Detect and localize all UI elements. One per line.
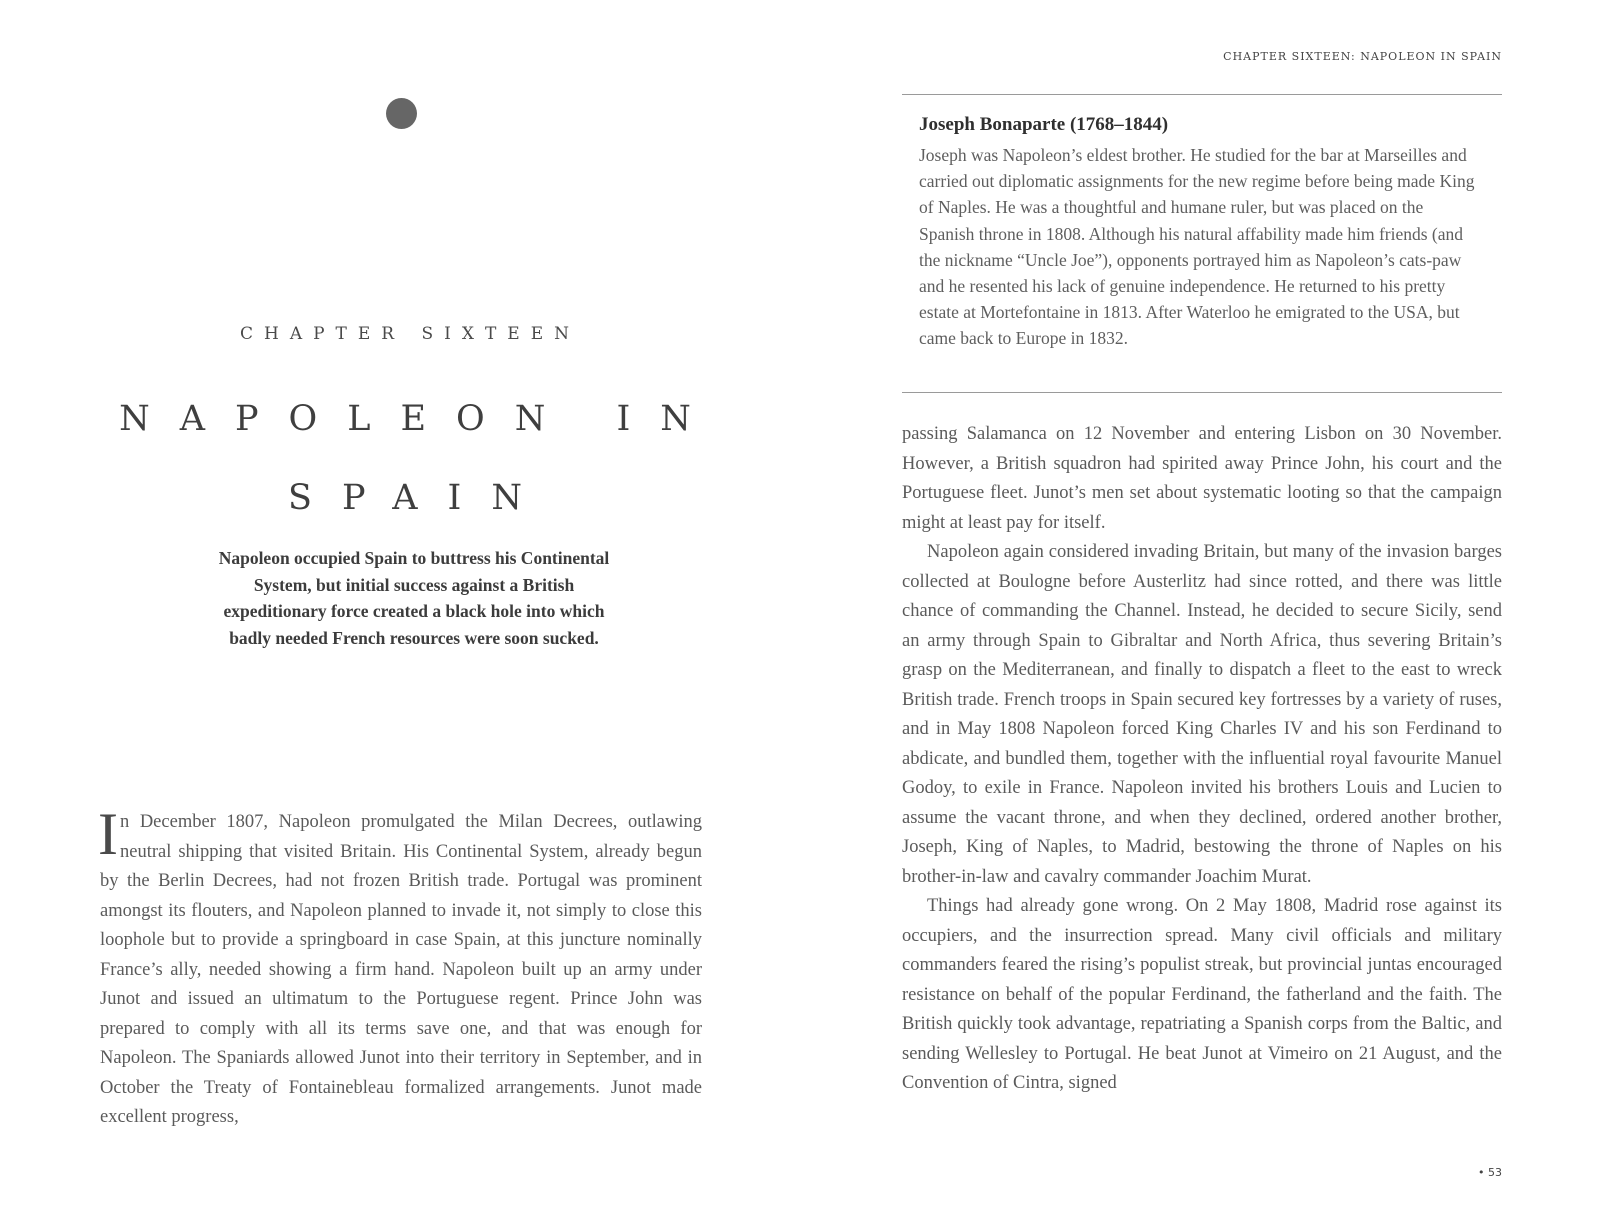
paragraph: Napoleon again considered invading Britain, but many of the invasion barges collected at Boulogne before Austerlitz had since rotted, and there was little chance of commanding the Channel. Instead, he decided to secure Sicily, send an army through Spain to Gibraltar and North Africa, thus severing Britain’s grasp on the Mediterranean, and finally to dispatch a fleet to the east to wreck British trade. French troops in Spain secured key fortresses by a variety of ruses, and in May 1808 Napoleon forced King Charles IV and his son Ferdinand to abdicate, and bundled them, together with the influential royal favourite Manuel Godoy, to exile in France. Napoleon invited his brothers Louis and Lucien to assume the vacant throne, and when they declined, ordered another brother, Joseph, King of Naples, to Madrid, bestowing the throne of Naples on his brother-in-law and cavalry commander Joachim Murat.: [902, 542, 1502, 887]
drop-cap: I: [98, 801, 118, 867]
chapter-title: [60, 380, 780, 538]
chapter-intro: Napoleon occupied Spain to buttress his Continental System, but initial success against a British expeditionary force created a black hole into which badly needed French resources were soon sucked.: [218, 548, 610, 648]
body-text-right: [902, 420, 1502, 1099]
chapter-title-line-1: NAPOLEON IN: [119, 399, 721, 439]
chapter-title-line-2: SPAIN: [287, 478, 553, 518]
body-text-left-content: n December 1807, Napoleon promulgated the Milan Decrees, outlawing neutral shipping that visited Britain. His Continental System, already begun by the Berlin Decrees, had not frozen British trade. Portugal was prominent amongst its flouters, and Napoleon planned to invade it, not simply to close this loophole but to provide a springboard in case Spain, at this juncture nominally France’s ally, needed showing a firm hand. Napoleon built up an army under Junot and issued an ultimatum to the Portuguese regent. Prince John was prepared to comply with all its terms save one, and that was enough for Napoleon. The Spaniards allowed Junot into their territory in September, and in October the Treaty of Fontainebleau formalized arrangements. Junot made excellent progress,: [100, 812, 702, 1127]
running-head: CHAPTER SIXTEEN: NAPOLEON IN SPAIN: [1223, 50, 1502, 63]
chapter-bullet-dot: [386, 98, 417, 129]
paragraph: passing Salamanca on 12 November and entering Lisbon on 30 November. However, a British squadron had spirited away Prince John, his court and the Portuguese fleet. Junot’s men set about systematic looting so that the campaign might at least pay for itself.: [902, 424, 1502, 533]
page-number: • 53: [1478, 1166, 1502, 1179]
sidebar-title: Joseph Bonaparte (1768–1844): [919, 114, 1169, 135]
chapter-label: CHAPTER SIXTEEN: [240, 324, 580, 344]
paragraph: Things had already gone wrong. On 2 May 1808, Madrid rose against its occupiers, and the insurrection spread. Many civil officials and military commanders feared the rising’s populist streak, but provincial juntas encouraged resistance on behalf of the popular Ferdinand, the fatherland and the faith. The British quickly took advantage, repatriating a Spanish corps from the Baltic, and sending Wellesley to Portugal. He beat Junot at Vimeiro on 21 August, and the Convention of Cintra, signed: [902, 896, 1502, 1093]
sidebar-box: [902, 94, 1502, 393]
sidebar-text: Joseph was Napoleon’s eldest brother. He studied for the bar at Marseilles and carried out diplomatic assignments for the new regime before being made King of Naples. He was a thoughtful and humane ruler, but was placed on the Spanish throne in 1808. Although his natural affability made him friends (and the nickname “Uncle Joe”), opponents portrayed him as Napoleon’s cats-paw and he resented his lack of genuine independence. He returned to his pretty estate at Mortefontaine in 1813. After Waterloo he emigrated to the USA, but came back to Europe in 1832.: [919, 145, 1475, 349]
body-text-left: [98, 801, 702, 1133]
